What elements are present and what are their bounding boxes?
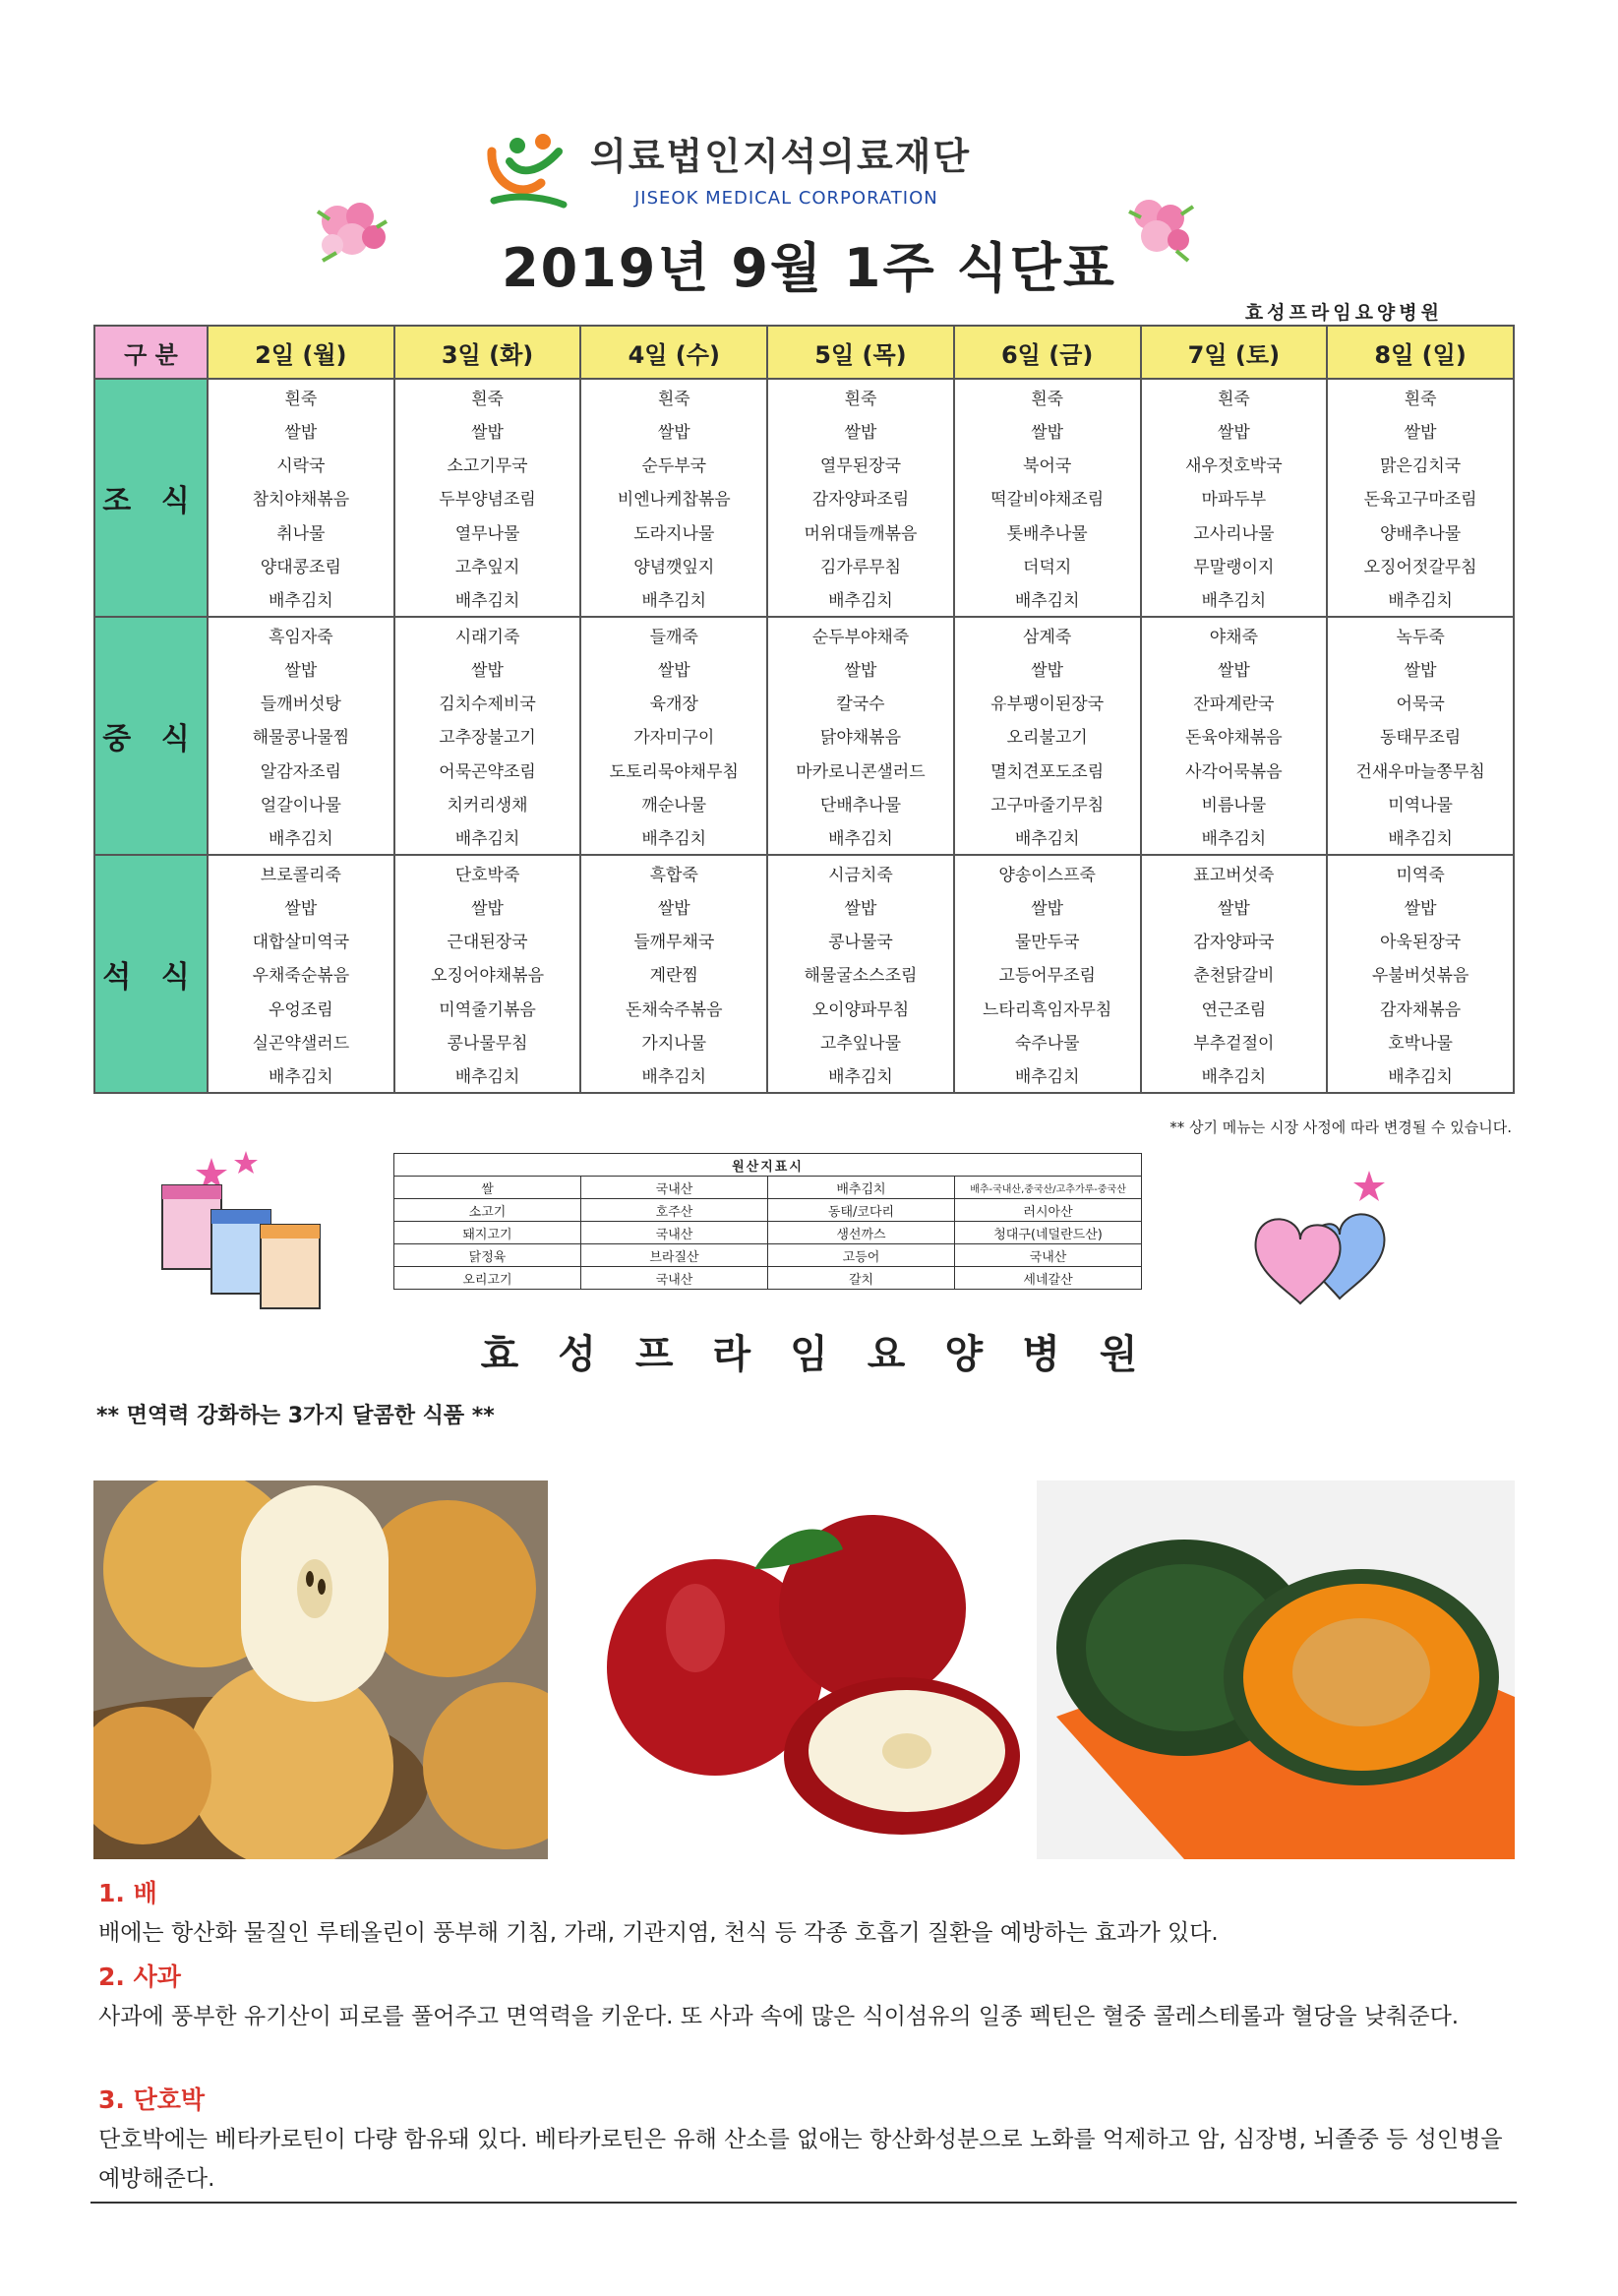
hearts-icon	[1241, 1166, 1408, 1313]
menu-item: 감자양파국	[1193, 933, 1275, 953]
day-header: 6일 (금)	[954, 326, 1141, 379]
menu-header-row	[94, 326, 1514, 379]
food-title: 1. 배	[98, 1879, 157, 1907]
immunity-foods-heading: ** 면역력 강화하는 3가지 달콤한 식품 **	[96, 1404, 495, 1428]
menu-item: 춘천닭갈비	[1193, 966, 1275, 987]
menu-item: 닭야채볶음	[819, 728, 902, 749]
menu-item: 소고기무국	[447, 456, 528, 477]
menu-item: 표고버섯죽	[1193, 865, 1275, 885]
menu-item: 미역줄기볶음	[439, 999, 536, 1020]
menu-item: 쌀밥	[1404, 422, 1437, 443]
menu-item: 흰죽	[1217, 389, 1250, 409]
menu-item: 배추김치	[454, 591, 520, 612]
menu-item: 근대된장국	[447, 933, 528, 953]
hospital-name-large: 효성프라임요양병원	[480, 1332, 1177, 1377]
menu-item: 대합살미역국	[252, 933, 350, 953]
corner-header: 구 분	[94, 326, 208, 379]
menu-item: 더덕지	[1023, 558, 1072, 578]
menu-item: 가자미구이	[633, 728, 715, 749]
origin-cell: 돼지고기	[394, 1222, 581, 1244]
food-title: 2. 사과	[98, 1963, 181, 1991]
menu-item: 쌀밥	[284, 898, 318, 919]
menu-item: 배추김치	[269, 829, 333, 850]
menu-item: 흑합죽	[649, 865, 698, 885]
menu-item: 연근조림	[1201, 999, 1267, 1020]
menu-item: 두부양념조림	[439, 490, 536, 511]
origin-cell: 오리고기	[394, 1267, 581, 1290]
menu-item: 부추겉절이	[1193, 1034, 1275, 1055]
origin-cell: 동태/코다리	[768, 1199, 955, 1222]
origin-cell: 쌀	[394, 1177, 581, 1199]
menu-item: 오징어젓갈무침	[1363, 558, 1477, 578]
menu-item: 미역죽	[1396, 865, 1445, 885]
gift-boxes-icon	[152, 1146, 330, 1318]
menu-cell	[580, 617, 767, 855]
day-header: 5일 (목)	[767, 326, 954, 379]
origin-cell: 국내산	[581, 1222, 768, 1244]
menu-item: 잔파계란국	[1193, 695, 1275, 715]
menu-item: 알감자조림	[260, 761, 341, 782]
menu-item: 호박나물	[1388, 1034, 1453, 1055]
menu-cell	[954, 617, 1141, 855]
menu-item: 시금치죽	[828, 865, 893, 885]
meal-label: 조 식	[94, 379, 208, 617]
logo-icon	[480, 122, 570, 212]
menu-item: 배추김치	[1388, 1067, 1453, 1088]
menu-item: 배추김치	[1388, 591, 1453, 612]
menu-item: 배추김치	[1014, 591, 1080, 612]
menu-item: 쌀밥	[1217, 422, 1250, 443]
menu-item: 고추잎나물	[819, 1034, 902, 1055]
menu-item: 돈육고구마조림	[1363, 490, 1477, 511]
origin-cell: 러시아산	[955, 1199, 1142, 1222]
pear-photo	[93, 1480, 548, 1859]
menu-cell	[1141, 379, 1328, 617]
day-header: 2일 (월)	[208, 326, 394, 379]
menu-item: 양배추나물	[1380, 523, 1462, 544]
menu-item: 마카로니콘샐러드	[796, 761, 926, 782]
menu-item: 쌀밥	[284, 422, 318, 443]
meal-row-lunch	[94, 617, 1514, 855]
food-section-apple	[98, 1958, 1515, 2036]
origin-cell: 세네갈산	[955, 1267, 1142, 1290]
menu-item: 톳배추나물	[1006, 523, 1088, 544]
menu-item: 배추김치	[828, 829, 893, 850]
menu-item: 우불버섯볶음	[1371, 966, 1469, 987]
origin-cell: 갈치	[768, 1267, 955, 1290]
menu-item: 시락국	[276, 456, 326, 477]
menu-item: 도토리묵야채무침	[609, 761, 739, 782]
menu-item: 배추김치	[641, 1067, 707, 1088]
menu-item: 김치수제비국	[439, 695, 536, 715]
menu-item: 무말랭이지	[1193, 558, 1275, 578]
menu-item: 배추김치	[1201, 829, 1267, 850]
menu-item: 머위대들깨볶음	[804, 523, 918, 544]
food-title: 3. 단호박	[98, 2085, 206, 2114]
day-header: 3일 (화)	[394, 326, 581, 379]
menu-item: 삼계죽	[1023, 627, 1072, 647]
menu-cell	[580, 855, 767, 1093]
menu-item: 쌀밥	[844, 660, 877, 681]
menu-cell	[1327, 617, 1514, 855]
menu-item: 취나물	[276, 523, 326, 544]
menu-cell	[394, 379, 581, 617]
meal-row-dinner	[94, 855, 1514, 1093]
origin-row	[394, 1244, 1142, 1267]
menu-item: 오이양파무침	[811, 999, 910, 1020]
menu-item: 배추김치	[828, 591, 893, 612]
menu-item: 쌀밥	[471, 422, 504, 443]
menu-item: 양대콩조림	[260, 558, 341, 578]
menu-item: 멸치견포도조림	[990, 761, 1105, 782]
menu-item: 콩나물무침	[447, 1034, 528, 1055]
origin-cell: 브라질산	[581, 1244, 768, 1267]
origin-cell: 생선까스	[768, 1222, 955, 1244]
menu-item: 쌀밥	[1031, 660, 1064, 681]
origin-cell: 배추-국내산,중국산/고추가루-중국산	[955, 1177, 1142, 1199]
menu-item: 순두부국	[641, 456, 707, 477]
menu-item: 얼갈이나물	[260, 796, 341, 816]
menu-item: 쌀밥	[1404, 898, 1437, 919]
flower-bouquet-icon	[303, 182, 401, 280]
menu-item: 해물굴소스조림	[804, 966, 918, 987]
menu-item: 배추김치	[454, 1067, 520, 1088]
menu-item: 가지나물	[641, 1034, 707, 1055]
menu-item: 건새우마늘쫑무침	[1355, 761, 1485, 782]
menu-item: 흰죽	[1031, 389, 1064, 409]
menu-item: 오징어야채볶음	[431, 966, 545, 987]
org-name-en: JISEOK MEDICAL CORPORATION	[634, 188, 938, 209]
page-title: 2019년 9월 1주 식단표	[502, 237, 1116, 299]
food-description: 사과에 풍부한 유기산이 피로를 풀어주고 면역력을 키운다. 또 사과 속에 많은 식이섬유의 일종 펙틴은 혈중 콜레스테롤과 혈당을 낮춰준다.	[98, 2004, 1460, 2029]
food-section-pumpkin	[98, 2081, 1515, 2199]
menu-table	[93, 325, 1515, 1094]
menu-item: 마파두부	[1201, 490, 1267, 511]
food-description: 단호박에는 베타카로틴이 다량 함유돼 있다. 베타카로틴은 유해 산소를 없애는 항산화성분으로 노화를 억제하고 암, 심장병, 뇌졸중 등 성인병을 예방해준다.	[98, 2127, 1503, 2192]
menu-item: 배추김치	[1201, 591, 1267, 612]
menu-item: 감자채볶음	[1380, 999, 1462, 1020]
meal-label: 중 식	[94, 617, 208, 855]
menu-item: 배추김치	[1014, 829, 1080, 850]
menu-cell	[767, 617, 954, 855]
menu-item: 열무된장국	[819, 456, 902, 477]
bottom-divider	[90, 2202, 1517, 2204]
menu-item: 계란찜	[649, 966, 698, 987]
menu-item: 열무나물	[454, 523, 520, 544]
origin-caption: 원산지표시	[394, 1154, 1142, 1177]
menu-item: 아욱된장국	[1380, 933, 1462, 953]
menu-item: 들깨죽	[649, 627, 698, 647]
menu-item: 돈육야채볶음	[1185, 728, 1283, 749]
menu-cell	[767, 379, 954, 617]
menu-item: 양념깻잎지	[633, 558, 715, 578]
menu-item: 배추김치	[828, 1067, 893, 1088]
origin-cell: 청대구(네덜란드산)	[955, 1222, 1142, 1244]
menu-item: 물만두국	[1014, 933, 1080, 953]
menu-item: 쌀밥	[1404, 660, 1437, 681]
menu-item: 고등어무조림	[998, 966, 1096, 987]
menu-item: 치커리생채	[447, 796, 528, 816]
menu-item: 쌀밥	[1217, 660, 1250, 681]
menu-item: 쌀밥	[471, 898, 504, 919]
flower-bouquet-icon	[1109, 177, 1208, 275]
menu-item: 쌀밥	[1031, 898, 1064, 919]
org-logo	[480, 118, 971, 216]
menu-item: 쌀밥	[844, 898, 877, 919]
menu-item: 참치야채볶음	[252, 490, 350, 511]
menu-item: 깨순나물	[641, 796, 707, 816]
origin-cell: 소고기	[394, 1199, 581, 1222]
menu-item: 배추김치	[641, 591, 707, 612]
day-header: 4일 (수)	[580, 326, 767, 379]
origin-row	[394, 1222, 1142, 1244]
menu-cell	[954, 855, 1141, 1093]
menu-item: 쌀밥	[284, 660, 318, 681]
menu-item: 야채죽	[1209, 627, 1258, 647]
menu-item: 쌀밥	[1031, 422, 1064, 443]
menu-cell	[1327, 855, 1514, 1093]
menu-item: 단호박죽	[454, 865, 520, 885]
menu-item: 고추잎지	[454, 558, 520, 578]
origin-table	[393, 1153, 1142, 1290]
menu-item: 흰죽	[1404, 389, 1437, 409]
menu-item: 쌀밥	[657, 898, 690, 919]
menu-cell	[394, 617, 581, 855]
menu-item: 칼국수	[836, 695, 885, 715]
menu-cell	[208, 617, 394, 855]
menu-cell	[208, 379, 394, 617]
origin-cell: 국내산	[581, 1177, 768, 1199]
menu-item: 우엉조림	[269, 999, 333, 1020]
menu-item: 쌀밥	[844, 422, 877, 443]
origin-cell: 배추김치	[768, 1177, 955, 1199]
menu-item: 비엔나케찹볶음	[617, 490, 731, 511]
menu-item: 들깨무채국	[633, 933, 715, 953]
menu-item: 배추김치	[269, 1067, 333, 1088]
menu-cell	[208, 855, 394, 1093]
menu-item: 북어국	[1023, 456, 1072, 477]
menu-item: 흑임자죽	[269, 627, 333, 647]
menu-item: 감자양파조림	[811, 490, 910, 511]
menu-item: 어묵국	[1396, 695, 1445, 715]
menu-item: 브로콜리죽	[260, 865, 341, 885]
food-section-pear	[98, 1874, 1515, 1953]
menu-cell	[767, 855, 954, 1093]
menu-item: 김가루무침	[819, 558, 902, 578]
menu-item: 어묵곤약조림	[439, 761, 536, 782]
menu-item: 흰죽	[844, 389, 877, 409]
menu-item: 배추김치	[1014, 1067, 1080, 1088]
menu-cell	[1141, 617, 1328, 855]
menu-item: 콩나물국	[828, 933, 893, 953]
menu-item: 비름나물	[1201, 796, 1267, 816]
menu-item: 고추장불고기	[439, 728, 536, 749]
menu-item: 시래기죽	[454, 627, 520, 647]
meal-label: 석 식	[94, 855, 208, 1093]
menu-item: 숙주나물	[1014, 1034, 1080, 1055]
menu-item: 맑은김치국	[1380, 456, 1462, 477]
menu-item: 육개장	[649, 695, 698, 715]
food-photos	[93, 1480, 1515, 1859]
origin-row	[394, 1177, 1142, 1199]
apple-photo	[548, 1480, 1037, 1859]
menu-item: 오리불고기	[1006, 728, 1088, 749]
menu-item: 들깨버섯탕	[260, 695, 341, 715]
menu-item: 배추김치	[269, 591, 333, 612]
origin-rows	[394, 1177, 1142, 1290]
org-name-ko: 의료법인지석의료재단	[590, 135, 972, 178]
menu-item: 양송이스프죽	[998, 865, 1096, 885]
menu-item: 고사리나물	[1193, 523, 1275, 544]
menu-item: 고구마줄기무침	[990, 796, 1105, 816]
origin-row	[394, 1267, 1142, 1290]
menu-item: 사각어묵볶음	[1185, 761, 1283, 782]
menu-item: 새우젓호박국	[1185, 456, 1283, 477]
menu-item: 쌀밥	[471, 660, 504, 681]
origin-row	[394, 1199, 1142, 1222]
menu-item: 배추김치	[1201, 1067, 1267, 1088]
menu-item: 쌀밥	[657, 422, 690, 443]
menu-item: 흰죽	[284, 389, 318, 409]
menu-item: 느타리흑임자무침	[982, 999, 1112, 1020]
menu-cell	[580, 379, 767, 617]
menu-item: 배추김치	[641, 829, 707, 850]
menu-notice: ** 상기 메뉴는 시장 사정에 따라 변경될 수 있습니다.	[1169, 1118, 1512, 1136]
menu-item: 실곤약샐러드	[252, 1034, 350, 1055]
food-description: 배에는 항산화 물질인 루테올린이 풍부해 기침, 가래, 기관지염, 천식 등 각종 호흡기 질환을 예방하는 효과가 있다.	[98, 1920, 1219, 1946]
menu-item: 쌀밥	[657, 660, 690, 681]
menu-item: 흰죽	[657, 389, 690, 409]
day-header: 8일 (일)	[1327, 326, 1514, 379]
menu-item: 해물콩나물찜	[252, 728, 350, 749]
meal-row-breakfast	[94, 379, 1514, 617]
menu-item: 단배추나물	[819, 796, 902, 816]
origin-cell: 국내산	[955, 1244, 1142, 1267]
menu-item: 우채죽순볶음	[252, 966, 350, 987]
menu-cell	[1327, 379, 1514, 617]
menu-item: 미역나물	[1388, 796, 1453, 816]
day-header: 7일 (토)	[1141, 326, 1328, 379]
menu-item: 쌀밥	[1217, 898, 1250, 919]
menu-item: 떡갈비야채조림	[990, 490, 1105, 511]
origin-cell: 호주산	[581, 1199, 768, 1222]
hospital-name-small: 효성프라임요양병원	[1244, 302, 1443, 324]
menu-item: 돈채숙주볶음	[625, 999, 723, 1020]
menu-item: 녹두죽	[1396, 627, 1445, 647]
menu-cell	[954, 379, 1141, 617]
origin-cell: 고등어	[768, 1244, 955, 1267]
menu-item: 흰죽	[471, 389, 504, 409]
origin-cell: 닭정육	[394, 1244, 581, 1267]
menu-cell	[394, 855, 581, 1093]
menu-item: 배추김치	[1388, 829, 1453, 850]
menu-item: 순두부야채죽	[811, 627, 910, 647]
menu-item: 유부팽이된장국	[990, 695, 1105, 715]
menu-item: 도라지나물	[633, 523, 715, 544]
pumpkin-photo	[1037, 1480, 1515, 1859]
menu-item: 배추김치	[454, 829, 520, 850]
menu-cell	[1141, 855, 1328, 1093]
origin-cell: 국내산	[581, 1267, 768, 1290]
menu-item: 동태무조림	[1380, 728, 1462, 749]
